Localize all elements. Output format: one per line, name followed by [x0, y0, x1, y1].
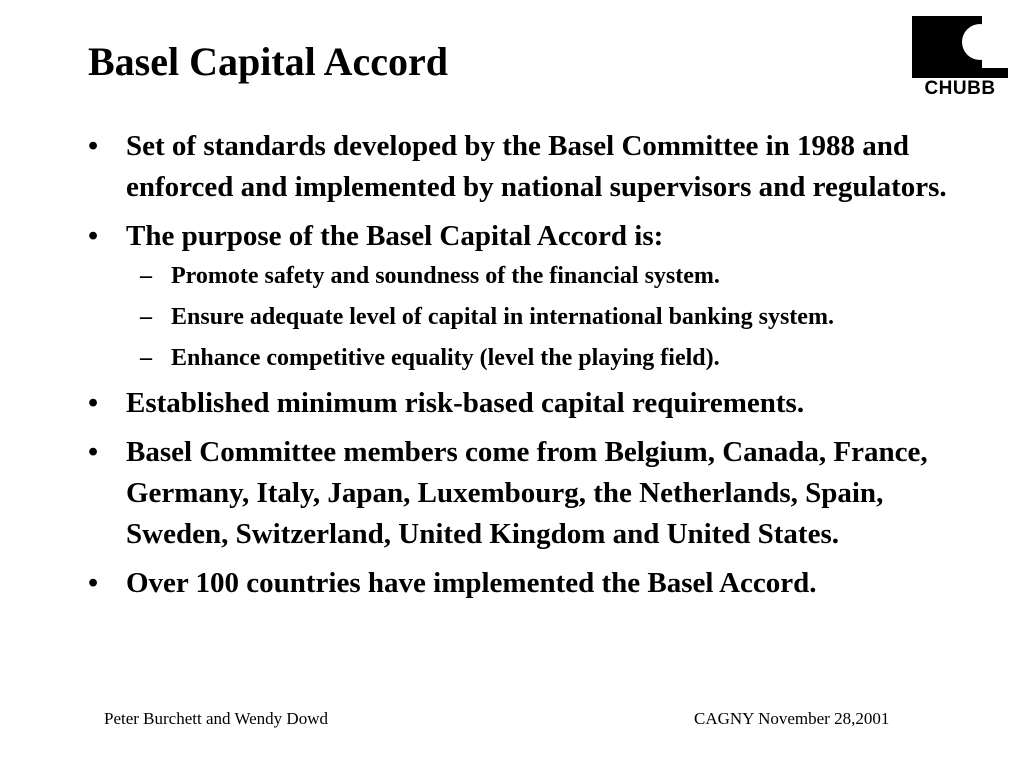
logo-wordmark: CHUBB: [924, 78, 996, 99]
bullet-list: [88, 126, 978, 612]
sub-bullet-list: [126, 259, 978, 375]
sub-bullet-item: [126, 259, 978, 293]
bullet-marker: •: [88, 387, 99, 419]
footer-event-date: CAGNY November 28,2001: [694, 709, 890, 728]
dash-marker: –: [140, 345, 152, 371]
bullet-text: Basel Committee members come from Belgium, Canada, France, Germany, Italy, Japan, Luxembourg, the Netherlands, Spain, Sweden, Switzerland, United Kingdom and United States.: [126, 436, 928, 550]
sub-bullet-text: Enhance competitive equality (level the playing field).: [171, 345, 720, 371]
bullet-item: [88, 563, 978, 604]
bullet-text: The purpose of the Basel Capital Accord is:: [126, 220, 664, 252]
sub-bullet-text: Promote safety and soundness of the financial system.: [171, 263, 720, 289]
bullet-item: [88, 216, 978, 375]
chubb-logo: [912, 16, 1008, 100]
bullet-text: Set of standards developed by the Basel Committee in 1988 and enforced and implemented by national supervisors and regulators.: [126, 130, 947, 203]
dash-marker: –: [140, 263, 152, 289]
bullet-marker: •: [88, 567, 99, 599]
sub-bullet-item: [126, 300, 978, 334]
sub-bullet-text: Ensure adequate level of capital in international banking system.: [171, 304, 834, 330]
bullet-text: Over 100 countries have implemented the Basel Accord.: [126, 567, 817, 599]
bullet-marker: •: [88, 220, 99, 252]
dash-marker: –: [140, 304, 152, 330]
footer-authors: Peter Burchett and Wendy Dowd: [104, 709, 328, 728]
sub-bullet-item: [126, 341, 978, 375]
bullet-marker: •: [88, 130, 99, 162]
bullet-text: Established minimum risk-based capital requirements.: [126, 387, 805, 419]
bullet-item: [88, 432, 978, 555]
chubb-logo-icon: [912, 16, 1008, 78]
bullet-item: [88, 126, 978, 208]
bullet-item: [88, 383, 978, 424]
slide-title: Basel Capital Accord: [88, 39, 448, 84]
bullet-marker: •: [88, 436, 99, 468]
